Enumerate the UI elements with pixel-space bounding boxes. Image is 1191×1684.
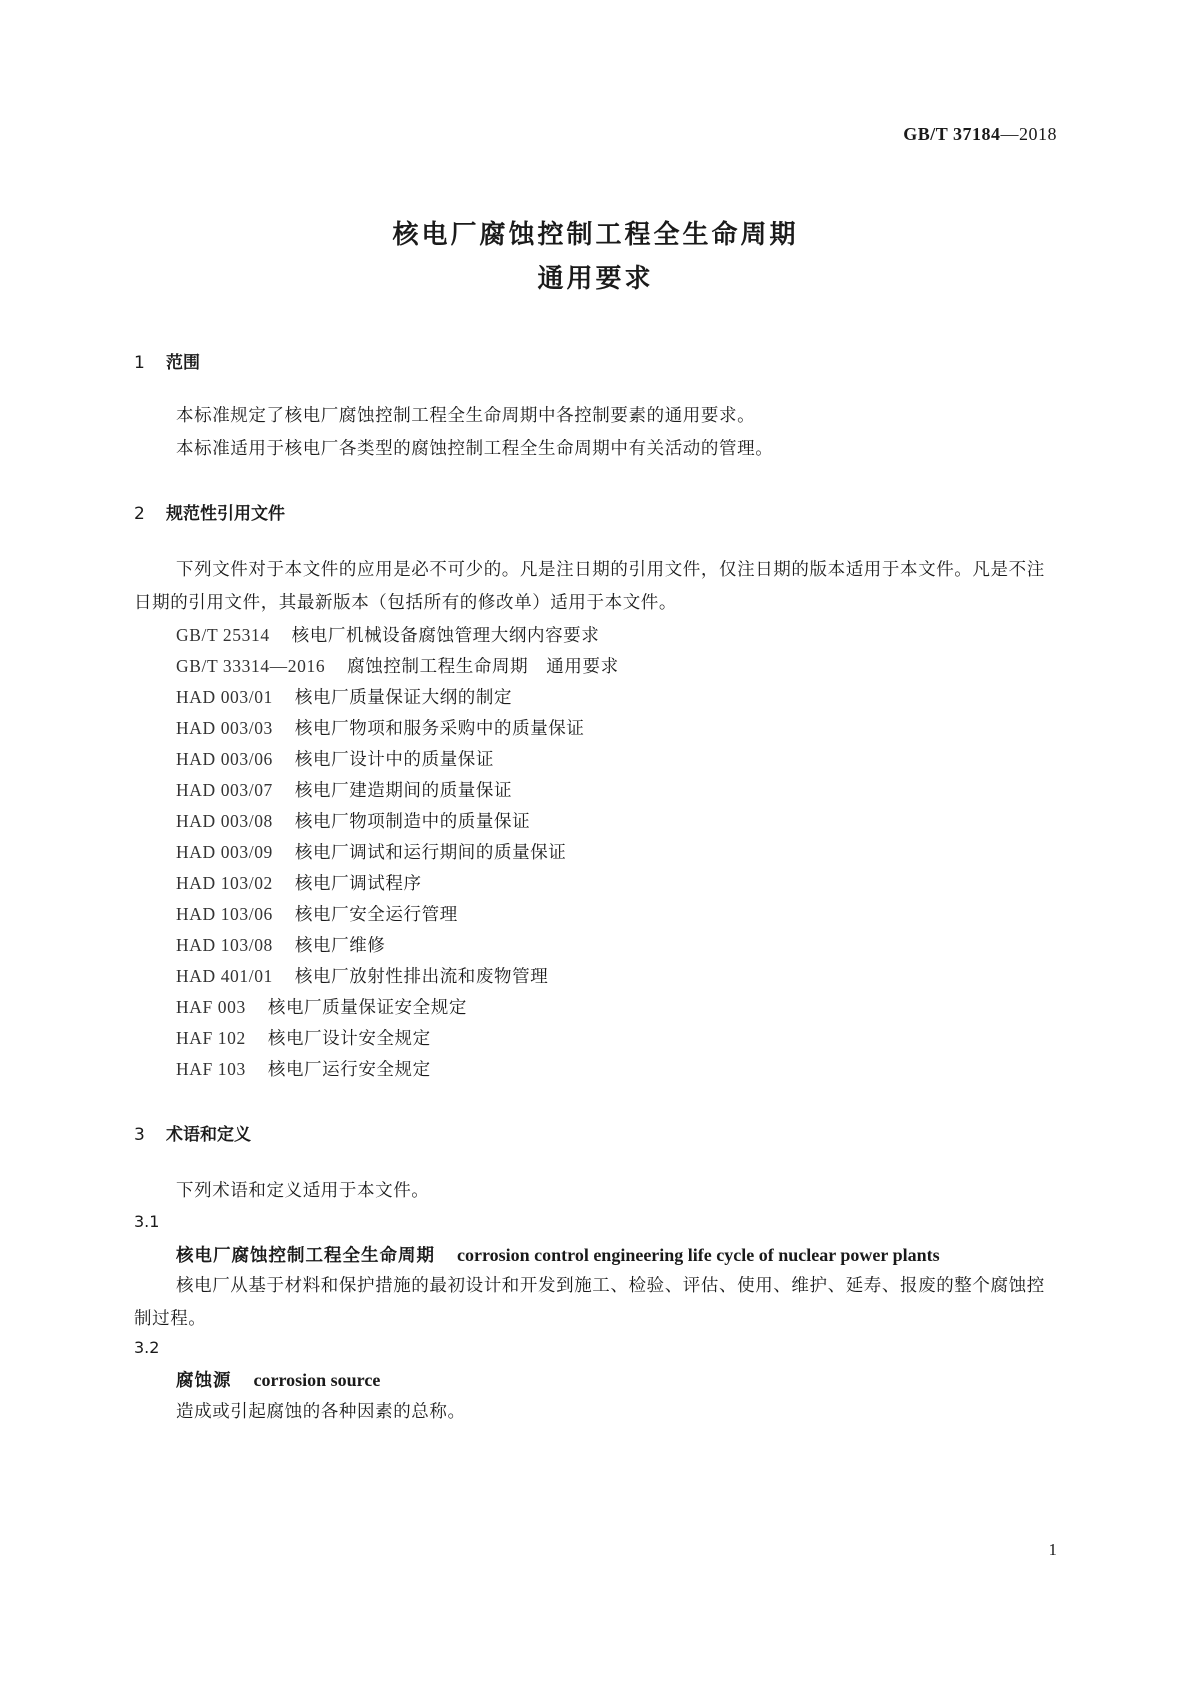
term-number: 3.1 bbox=[134, 1212, 160, 1231]
reference-item bbox=[176, 808, 530, 833]
reference-title: 核电厂调试程序 bbox=[294, 874, 422, 894]
section-2-intro: 下列文件对于本文件的应用是必不可少的。凡是注日期的引用文件，仅注日期的版本适用于本文件。凡是不注日期的引用文件，其最新版本（包括所有的修改单）适用于本文件。 bbox=[134, 560, 1045, 613]
term-heading bbox=[176, 1242, 940, 1267]
reference-title: 核电厂物项制造中的质量保证 bbox=[294, 812, 531, 832]
term-definition: 造成或引起腐蚀的各种因素的总称。 bbox=[176, 1402, 466, 1422]
section-3-heading bbox=[134, 1120, 251, 1145]
reference-item bbox=[176, 777, 512, 802]
reference-title: 核电厂维修 bbox=[294, 936, 386, 956]
section-number: 3 bbox=[134, 1125, 145, 1145]
term-heading bbox=[176, 1367, 380, 1392]
document-title-line-2: 通用要求 bbox=[537, 264, 654, 294]
section-title: 术语和定义 bbox=[166, 1125, 251, 1145]
reference-title: 核电厂运行安全规定 bbox=[267, 1060, 431, 1080]
reference-title: 核电厂建造期间的质量保证 bbox=[294, 781, 513, 801]
term-definition: 核电厂从基于材料和保护措施的最初设计和开发到施工、检验、评估、使用、维护、延寿、报废的整个腐蚀控制过程。 bbox=[134, 1276, 1045, 1329]
reference-item bbox=[176, 1025, 431, 1050]
section-number: 2 bbox=[134, 504, 145, 524]
standard-code bbox=[903, 124, 1057, 145]
section-title: 范围 bbox=[166, 353, 200, 373]
reference-code: HAD 103/06 bbox=[176, 904, 273, 924]
section-1-paragraph-2: 本标准适用于核电厂各类型的腐蚀控制工程全生命周期中有关活动的管理。 bbox=[176, 439, 774, 459]
reference-title: 腐蚀控制工程生命周期 通用要求 bbox=[347, 657, 619, 677]
term-english: corrosion source bbox=[253, 1370, 381, 1390]
term-number: 3.2 bbox=[134, 1338, 160, 1357]
reference-item bbox=[176, 1056, 431, 1081]
page-number: 1 bbox=[1048, 1540, 1057, 1559]
standard-code-main: GB/T 37184 bbox=[903, 124, 1001, 144]
reference-code: HAF 103 bbox=[176, 1059, 246, 1079]
reference-code: HAD 401/01 bbox=[176, 966, 273, 986]
standard-code-year: —2018 bbox=[1000, 124, 1057, 144]
reference-code: HAD 003/07 bbox=[176, 780, 273, 800]
reference-item bbox=[176, 715, 585, 740]
reference-code: HAD 003/03 bbox=[176, 718, 273, 738]
reference-code: HAF 102 bbox=[176, 1028, 246, 1048]
reference-item bbox=[176, 746, 494, 771]
reference-item bbox=[176, 870, 422, 895]
reference-code: GB/T 25314 bbox=[176, 625, 270, 645]
reference-title: 核电厂设计中的质量保证 bbox=[294, 750, 495, 770]
section-number: 1 bbox=[134, 353, 145, 373]
reference-code: GB/T 33314—2016 bbox=[176, 656, 326, 676]
reference-code: HAD 103/02 bbox=[176, 873, 273, 893]
reference-code: HAD 003/01 bbox=[176, 687, 273, 707]
section-3-intro: 下列术语和定义适用于本文件。 bbox=[176, 1181, 430, 1201]
reference-title: 核电厂调试和运行期间的质量保证 bbox=[294, 843, 567, 863]
reference-code: HAD 103/08 bbox=[176, 935, 273, 955]
term-english: corrosion control engineering life cycle of nuclear power plants bbox=[457, 1245, 940, 1265]
reference-item bbox=[176, 932, 385, 957]
reference-item bbox=[176, 622, 599, 647]
reference-code: HAD 003/06 bbox=[176, 749, 273, 769]
section-1-heading bbox=[134, 348, 200, 373]
reference-title: 核电厂机械设备腐蚀管理大纲内容要求 bbox=[291, 626, 600, 646]
section-2-heading bbox=[134, 499, 285, 524]
section-title: 规范性引用文件 bbox=[166, 504, 285, 524]
term-chinese: 腐蚀源 bbox=[176, 1371, 232, 1391]
reference-code: HAD 003/09 bbox=[176, 842, 273, 862]
reference-item bbox=[176, 653, 619, 678]
reference-title: 核电厂放射性排出流和废物管理 bbox=[294, 967, 549, 987]
reference-title: 核电厂物项和服务采购中的质量保证 bbox=[294, 719, 585, 739]
reference-title: 核电厂质量保证安全规定 bbox=[267, 998, 467, 1018]
term-chinese: 核电厂腐蚀控制工程全生命周期 bbox=[176, 1246, 435, 1266]
reference-title: 核电厂安全运行管理 bbox=[294, 905, 458, 925]
reference-item bbox=[176, 994, 467, 1019]
reference-code: HAF 003 bbox=[176, 997, 246, 1017]
section-1-paragraph-1: 本标准规定了核电厂腐蚀控制工程全生命周期中各控制要素的通用要求。 bbox=[176, 406, 756, 426]
document-title-line-1: 核电厂腐蚀控制工程全生命周期 bbox=[392, 220, 799, 250]
reference-title: 核电厂质量保证大纲的制定 bbox=[294, 688, 513, 708]
reference-item bbox=[176, 963, 548, 988]
reference-code: HAD 003/08 bbox=[176, 811, 273, 831]
reference-title: 核电厂设计安全规定 bbox=[267, 1029, 431, 1049]
reference-item bbox=[176, 684, 512, 709]
reference-item bbox=[176, 901, 458, 926]
reference-item bbox=[176, 839, 566, 864]
